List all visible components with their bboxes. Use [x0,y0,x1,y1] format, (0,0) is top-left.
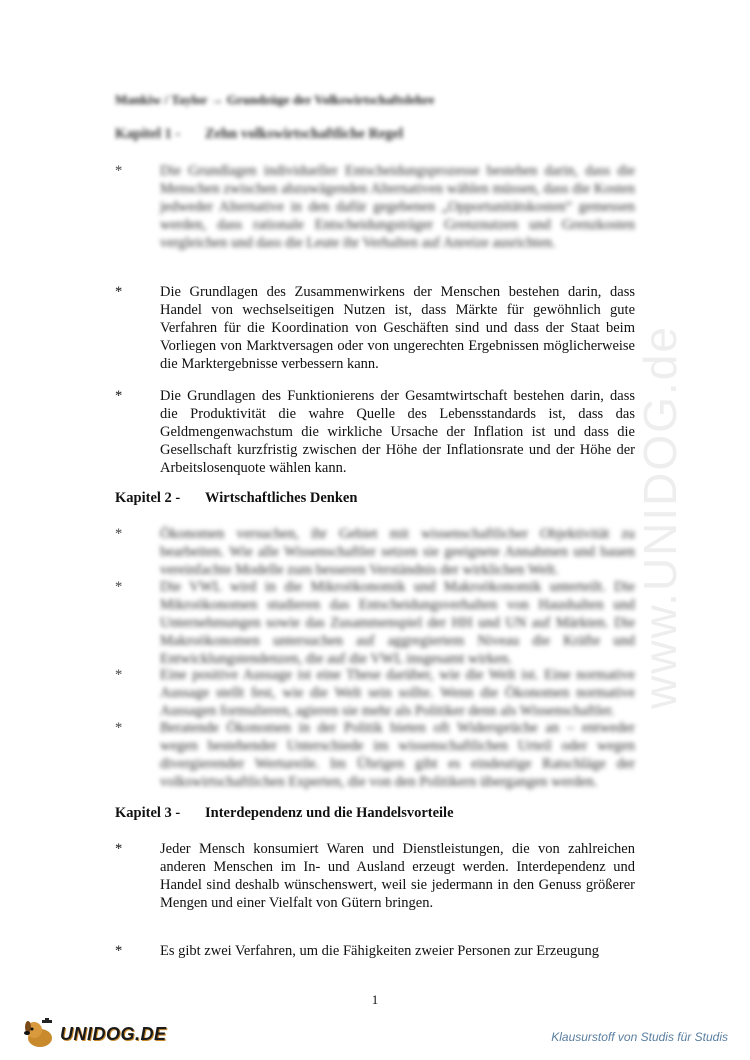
list-item [115,840,635,912]
bullet-text: Beratende Ökonomen in der Politik bieten oft Widersprüche an – entweder wegen bestehender Unterschiede im wissenschaftlichen Urteil oder wegen divergierender Wertureile. Im Übrigen gibt es eindeutige Ratschläge der volkswirtschaftlichen Experten, die von den Politikern übergangen werden. [160,720,635,790]
list-item [115,387,635,477]
chapter-2-heading [115,490,357,507]
page-number: 1 [371,992,379,1007]
list-item [115,162,635,252]
bullet-text: Die Grundlagen des Funktionierens der Gesamtwirtschaft bestehen darin, dass die Produktivität die wahre Quelle des Lebensstandards ist, dass das Geldmengenwachstum die wirkliche Ursache der Inflation ist und dass die Gesellschaft kurzfristig zwischen der Höhe der Inflationsrate und der Höhe der Arbeitslosenquote wählen kann. [160,388,635,476]
chapter-3-heading [115,805,454,822]
bullet-text: Eine positive Aussage ist eine These darüber, wie die Welt ist. Eine normative Aussage stellt fest, wie die Welt sein sollte. Wenn die Ökonomen normative Aussagen formulieren, agieren sie mehr als Politiker denn als Wissenschaftler. [160,667,635,719]
list-item [115,525,635,579]
bullet-marker: * [115,526,123,542]
chapter-1-heading [115,126,403,143]
watermark: www.UNIDOG.de [634,325,686,709]
document-header: Mankiw / Taylor → Grundzüge der Volkswirtschaftslehre [115,92,435,107]
chapter-title: Interdependenz und die Handelsvorteile [205,805,454,821]
bullet-marker: * [115,163,123,179]
list-item [115,719,635,791]
bullet-text: Die Grundlagen des Zusammenwirkens der Menschen bestehen darin, dass Handel von wechselseitigen Nutzen ist, dass Märkte für gewöhnlich gute Verfahren für die Koordination von Geschäften sind und dass der Staat beim Vorliegen von Marktversagen oder von ungerechten Ergebnissen möglicherweise die Marktergebnisse verbessern kann. [160,284,635,372]
bullet-marker: * [115,667,123,683]
footer-tagline: Klausurstoff von Studis für Studis [551,1030,728,1044]
bullet-text: Es gibt zwei Verfahren, um die Fähigkeiten zweier Personen zur Erzeugung [160,943,600,959]
logo-text: UNIDOG.DE [60,1023,167,1044]
bullet-marker: * [115,841,123,857]
bullet-text: Die Grundlagen individueller Entscheidungsprozesse bestehen darin, dass die Menschen zwischen abzuwägenden Alternativen wählen müssen, dass die Kosten jedweder Alternative in den dafür gegebenen „Opportunitätskosten“ gemessen werden, dass rationale Entscheidungsträger Grenznutzen und Grenzkosten vergleichen und dass die Leute ihr Verhalten auf Anreize ausrichten. [160,163,635,251]
list-item [115,283,635,373]
chapter-number: Kapitel 3 - [115,805,181,821]
bullet-text: Die VWL wird in die Mikroökonomik und Makroökonomik unterteilt. Die Mikroökonomen studieren das Entscheidungsverhalten von Haushalten und Unternehmungen sowie das Zusammenspiel der HH und UN auf Märkten. Die Makroökonomen untersuchen auf aggregiertem Niveau die Kräfte und Entwicklungstendenzen, die auf die VWL insgesamt wirken. [160,579,635,667]
dog-mascot-icon [22,1018,56,1050]
bullet-marker: * [115,388,123,404]
bullet-text: Ökonomen versuchen, ihr Gebiet mit wissenschaftlicher Objektivität zu bearbeiten. Wie alle Wissenschaftler setzen sie geeignete Annahmen und bauen vereinfachte Modelle zum besseren Verständnis der wirklichen Welt. [160,526,635,578]
list-item [115,578,635,668]
unidog-logo[interactable] [22,1016,167,1052]
chapter-title: Zehn volkswirtschaftliche Regel [205,126,404,142]
chapter-number: Kapitel 1 - [115,126,181,142]
chapter-title: Wirtschaftliches Denken [205,490,358,506]
list-item [115,666,635,720]
bullet-marker: * [115,943,123,959]
bullet-marker: * [115,720,123,736]
bullet-marker: * [115,284,123,300]
bullet-text: Jeder Mensch konsumiert Waren und Dienstleistungen, die von zahlreichen anderen Menschen im In- und Ausland erzeugt werden. Interdependenz und Handel sind deshalb wünschenswert, weil sie jedermann in den Genuss größerer Mengen und einer Vielfalt von Gütern bringen. [160,841,635,911]
list-item [115,942,635,960]
chapter-number: Kapitel 2 - [115,490,181,506]
bullet-marker: * [115,579,123,595]
